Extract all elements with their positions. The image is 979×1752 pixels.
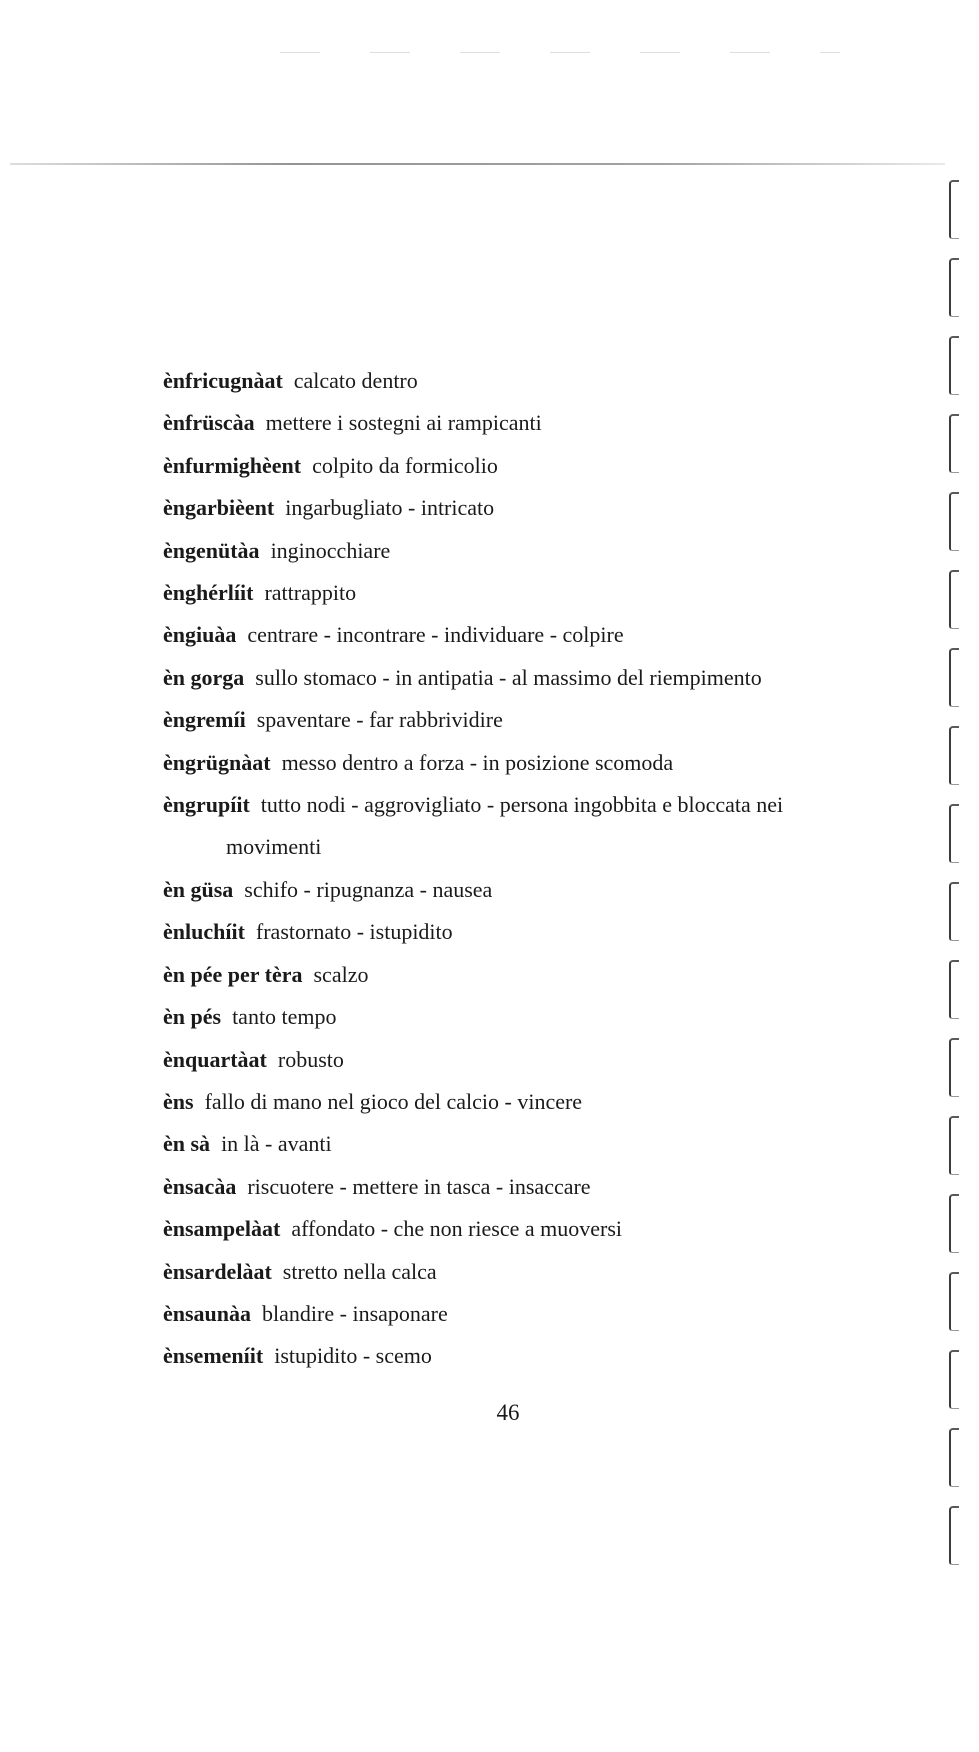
entry-definition: inginocchiare bbox=[270, 537, 391, 563]
binding-ring bbox=[949, 336, 959, 395]
glossary-entry bbox=[163, 402, 863, 444]
binding-ring bbox=[949, 1350, 959, 1409]
entry-definition: tutto nodi - aggrovigliato - persona ingobbita e bloccata nei bbox=[260, 792, 784, 818]
binding-ring bbox=[949, 570, 959, 629]
glossary-entry bbox=[163, 530, 863, 572]
binding-ring bbox=[949, 1038, 959, 1097]
entry-headword: èn pés bbox=[163, 1004, 222, 1030]
entry-headword: èngarbièent bbox=[163, 495, 275, 521]
entry-headword: ènfricugnàat bbox=[163, 368, 283, 393]
glossary-entry bbox=[163, 1081, 863, 1123]
glossary-entry bbox=[163, 487, 863, 529]
glossary-entry bbox=[163, 1039, 863, 1081]
binding-ring bbox=[949, 1428, 959, 1487]
entry-definition: messo dentro a forza - in posizione scomoda bbox=[281, 749, 674, 775]
binding-ring bbox=[949, 1116, 959, 1175]
binding-ring bbox=[949, 414, 959, 473]
entry-definition: calcato dentro bbox=[293, 368, 418, 393]
entry-definition: mettere i sostegni ai rampicanti bbox=[265, 410, 542, 436]
entry-definition: ingarbugliato - intricato bbox=[285, 495, 495, 521]
page-top-rule bbox=[10, 163, 945, 165]
entry-definition: blandire - insaponare bbox=[262, 1300, 448, 1326]
entry-headword: èngrupíit bbox=[163, 792, 250, 818]
entry-headword: èn gorga bbox=[163, 664, 245, 690]
glossary-entry bbox=[163, 1335, 863, 1377]
glossary-entry bbox=[163, 572, 863, 614]
entry-headword: èn sà bbox=[163, 1131, 211, 1157]
entry-headword: ènghérlíit bbox=[163, 580, 254, 606]
glossary-entry bbox=[163, 1251, 863, 1293]
entry-headword: ènluchíit bbox=[163, 919, 245, 945]
entry-definition: istupidito - scemo bbox=[274, 1343, 432, 1369]
binding-ring bbox=[949, 648, 959, 707]
entry-headword: èngenütàa bbox=[163, 537, 260, 563]
glossary-entry bbox=[163, 954, 863, 996]
binding-ring bbox=[949, 882, 959, 941]
binding-ring bbox=[949, 1272, 959, 1331]
entry-definition: sullo stomaco - in antipatia - al massimo del riempimento bbox=[255, 664, 762, 690]
entry-definition: tanto tempo bbox=[232, 1004, 337, 1030]
binding-ring bbox=[949, 960, 959, 1019]
entry-definition: in là - avanti bbox=[221, 1131, 332, 1157]
binding-ring bbox=[949, 492, 959, 551]
entry-definition: robusto bbox=[277, 1046, 344, 1072]
entry-definition: spaventare - far rabbrividire bbox=[256, 707, 503, 733]
binding-ring bbox=[949, 258, 959, 317]
spiral-binding-edge bbox=[919, 180, 979, 1580]
entry-headword: ènsemeníit bbox=[163, 1343, 264, 1369]
entry-headword: èn güsa bbox=[163, 876, 234, 902]
entry-headword: ènfurmighèent bbox=[163, 452, 302, 478]
binding-ring bbox=[949, 726, 959, 785]
entry-definition: rattrappito bbox=[264, 580, 357, 606]
glossary-entry bbox=[163, 699, 863, 741]
scan-artifact-line bbox=[280, 52, 840, 53]
entry-definition: colpito da formicolio bbox=[312, 452, 498, 478]
glossary-entry bbox=[163, 911, 863, 953]
entry-headword: ènsaunàa bbox=[163, 1300, 252, 1326]
entry-definition: frastornato - istupidito bbox=[255, 919, 453, 945]
entry-headword: ènsacàa bbox=[163, 1173, 237, 1199]
binding-ring bbox=[949, 1506, 959, 1565]
entry-definition: affondato - che non riesce a muoversi bbox=[291, 1216, 623, 1242]
glossary-entry bbox=[163, 1208, 863, 1250]
entry-definition: stretto nella calca bbox=[282, 1258, 437, 1284]
binding-ring bbox=[949, 1194, 959, 1253]
entry-headword: ènquartàat bbox=[163, 1046, 267, 1072]
glossary-entry bbox=[163, 1166, 863, 1208]
entry-headword: èngiuàa bbox=[163, 622, 237, 648]
binding-ring bbox=[949, 804, 959, 863]
glossary-entry bbox=[163, 657, 863, 699]
entry-definition: schifo - ripugnanza - nausea bbox=[244, 876, 493, 902]
glossary-entries bbox=[163, 360, 863, 1378]
entry-headword: èngremíi bbox=[163, 707, 246, 733]
glossary-entry bbox=[163, 742, 863, 784]
glossary-entry bbox=[163, 996, 863, 1038]
glossary-entry bbox=[163, 1123, 863, 1165]
page-number: 46 bbox=[496, 1400, 520, 1425]
glossary-entry bbox=[163, 614, 863, 656]
entry-headword: èns bbox=[163, 1088, 194, 1114]
entry-definition: centrare - incontrare - individuare - colpire bbox=[247, 622, 624, 648]
entry-headword: ènfrüscàa bbox=[163, 410, 255, 436]
entry-headword: ènsardelàat bbox=[163, 1258, 272, 1284]
entry-headword: èngrügnàat bbox=[163, 749, 271, 775]
entry-definition-continuation: movimenti bbox=[226, 834, 322, 860]
glossary-entry bbox=[163, 869, 863, 911]
glossary-entry bbox=[163, 784, 863, 869]
glossary-entry bbox=[163, 360, 863, 402]
entry-headword: èn pée per tèra bbox=[163, 961, 303, 987]
entry-definition: scalzo bbox=[313, 961, 369, 987]
entry-headword: ènsampelàat bbox=[163, 1216, 281, 1242]
glossary-entry bbox=[163, 1293, 863, 1335]
glossary-entry bbox=[163, 445, 863, 487]
entry-definition: riscuotere - mettere in tasca - insaccare bbox=[247, 1173, 591, 1199]
entry-definition: fallo di mano nel gioco del calcio - vincere bbox=[204, 1088, 583, 1114]
binding-ring bbox=[949, 180, 959, 239]
